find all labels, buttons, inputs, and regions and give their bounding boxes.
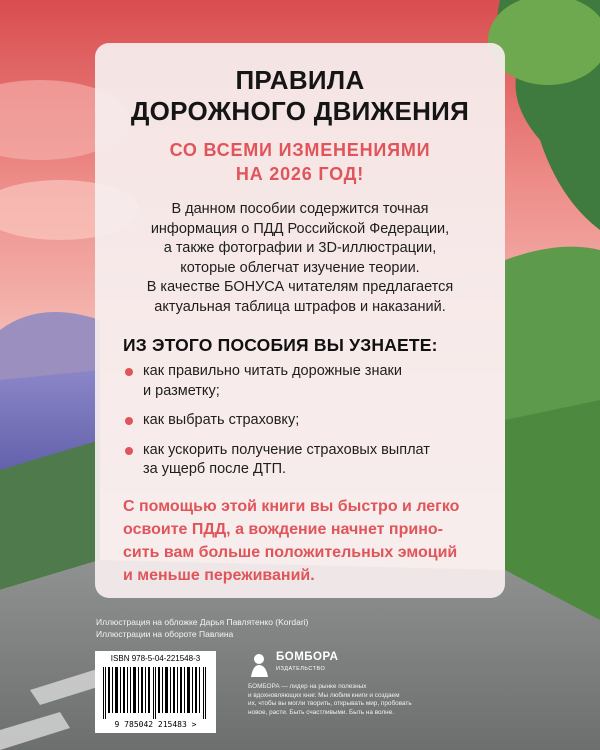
publisher-subtitle: ИЗДАТЕЛЬСТВО bbox=[276, 666, 326, 672]
barcode-number: 9 785042 215483 > bbox=[114, 720, 197, 729]
list-item bbox=[123, 362, 493, 401]
list-item bbox=[123, 441, 493, 480]
closing-line: и меньше переживаний. bbox=[123, 567, 315, 584]
subtitle-line: НА 2026 ГОД! bbox=[235, 164, 365, 184]
bullet-dot-icon bbox=[125, 417, 133, 425]
book-subtitle bbox=[95, 138, 505, 186]
info-card bbox=[95, 43, 505, 598]
closing-text bbox=[123, 495, 488, 587]
publisher-description bbox=[248, 683, 448, 717]
illustration-credits bbox=[96, 616, 308, 640]
hill-right bbox=[505, 247, 600, 430]
bullet-dot-icon bbox=[125, 368, 133, 376]
bullet-text: как выбрать страховку; bbox=[143, 412, 300, 428]
publisher-description-line: БОМБОРА — лидер на рынке полезных bbox=[248, 683, 367, 690]
description-line: а также фотографии и 3D-иллюстрации, bbox=[163, 240, 437, 256]
closing-line: С помощью этой книги вы быстро и легко bbox=[123, 498, 460, 515]
description bbox=[105, 200, 495, 317]
bullet-text: как правильно читать дорожные знаки bbox=[143, 363, 402, 379]
learn-heading: ИЗ ЭТОГО ПОСОБИЯ ВЫ УЗНАЕТЕ: bbox=[123, 335, 438, 355]
bullet-list bbox=[123, 362, 493, 490]
closing-line: освоите ПДД, а вождение начнет прино- bbox=[123, 521, 443, 538]
title-line: ДОРОЖНОГО ДВИЖЕНИЯ bbox=[130, 96, 470, 126]
publisher-name: БОМБОРА bbox=[276, 651, 339, 663]
description-line: актуальная таблица штрафов и наказаний. bbox=[154, 298, 446, 315]
description-line: В данном пособии содержится точная bbox=[171, 201, 429, 217]
bullet-text: как ускорить получение страховых выплат bbox=[143, 441, 430, 458]
title-line: ПРАВИЛА bbox=[235, 65, 365, 95]
description-line: которые облегчат изучение теории. bbox=[180, 259, 420, 276]
isbn-label: ISBN 978-5-04-221548-3 bbox=[110, 654, 201, 663]
list-item bbox=[123, 411, 493, 431]
barcode-box bbox=[95, 651, 216, 733]
publisher-description-line: и вдохновляющих книг. Мы любим книги и создаем bbox=[248, 691, 400, 699]
barcode-icon bbox=[101, 667, 210, 719]
publisher-description-line: новое, расти. Быть счастливыми. Быть на волне. bbox=[248, 708, 395, 716]
credit-line: Иллюстрации на обороте Павлина bbox=[96, 629, 234, 639]
book-title bbox=[95, 65, 505, 127]
subtitle-line: СО ВСЕМИ ИЗМЕНЕНИЯМИ bbox=[169, 140, 431, 160]
bullet-dot-icon bbox=[125, 447, 133, 455]
bullet-text: за ущерб после ДТП. bbox=[143, 461, 287, 477]
credit-line: Иллюстрация на обложке Дарья Павлятенко (Kordari) bbox=[96, 617, 309, 627]
description-line: В качестве БОНУСА читателям предлагается bbox=[146, 279, 454, 295]
closing-line: сить вам больше положительных эмоций bbox=[123, 544, 458, 561]
bullet-text: и разметку; bbox=[143, 382, 220, 399]
description-line: информация о ПДД Российской Федерации, bbox=[150, 220, 450, 237]
publisher-description-line: их, чтобы вы могли творить, открывать мир, пробовать bbox=[248, 700, 412, 707]
